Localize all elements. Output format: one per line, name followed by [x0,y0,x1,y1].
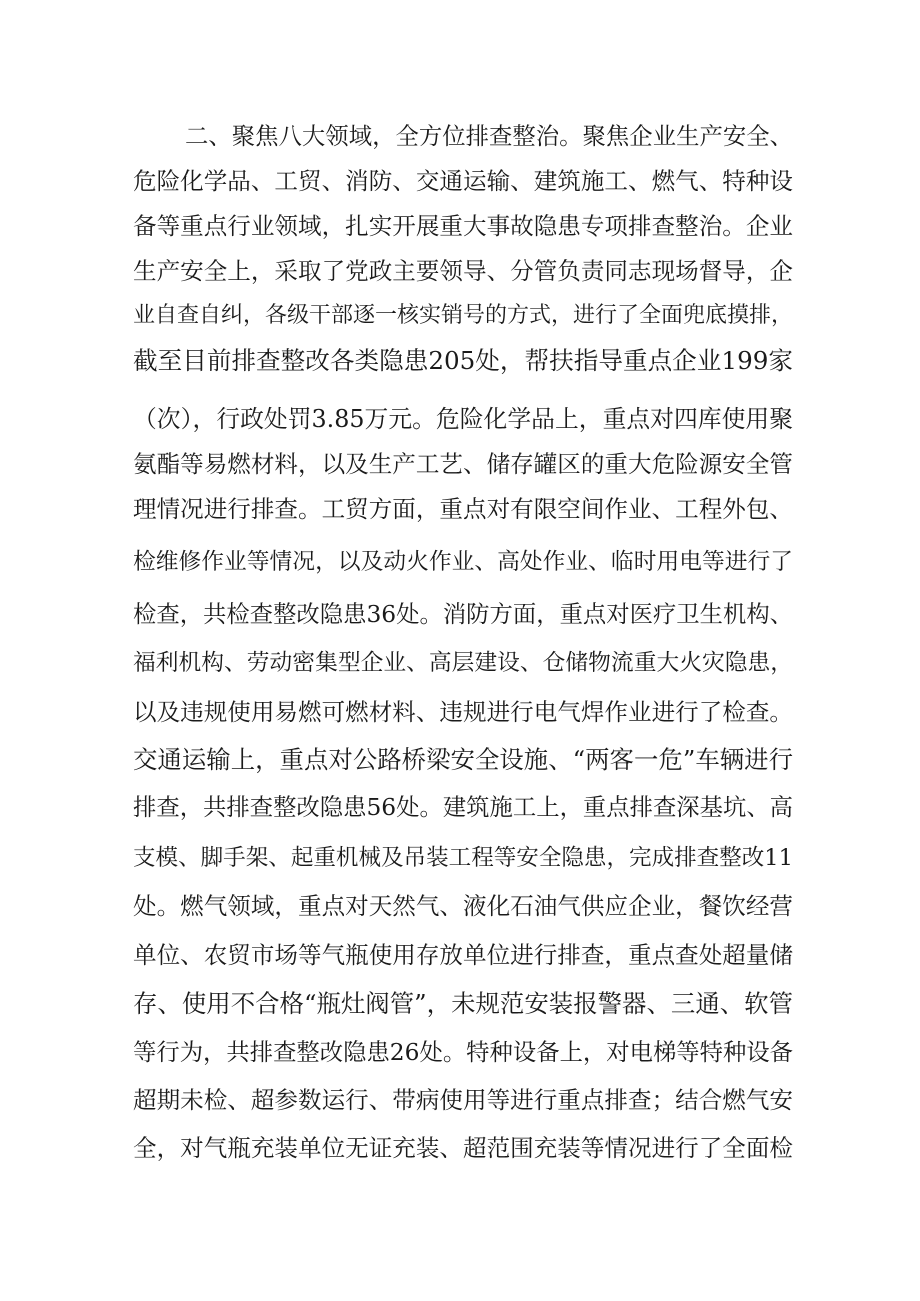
paragraph-line: 处。燃气领域，重点对天然气、液化石油气供应企业，餐饮经营 [133,892,793,920]
paragraph-line: 危险化学品、工贸、消防、交通运输、建筑施工、燃气、特种设 [133,167,793,195]
paragraph-line: 检维修作业等情况，以及动火作业、高处作业、临时用电等进行了 [133,549,793,575]
paragraph-line: 交通运输上，重点对公路桥梁安全设施、“两客一危”车辆进行 [133,745,793,774]
paragraph-line: 备等重点行业领域，扎实开展重大事故隐患专项排查整治。企业 [133,212,793,240]
paragraph-line: 单位、农贸市场等气瓶使用存放单位进行排查，重点查处超量储 [133,941,793,969]
paragraph-line: 检查，共检查整改隐患36处。消防方面，重点对医疗卫生机构、 [133,600,793,628]
paragraph-line: （次），行政处罚3.85万元。危险化学品上，重点对四库使用聚 [133,405,793,433]
paragraph-line: 福利机构、劳动密集型企业、高层建设、仓储物流重大火灾隐患， [133,650,793,676]
paragraph-line: 业自查自纠，各级干部逐一核实销号的方式，进行了全面兜底摸排， [133,303,794,328]
paragraph-line: 存、使用不合格“瓶灶阀管”，未规范安装报警器、三通、软管 [133,989,793,1018]
paragraph-line: 排查，共排查整改隐患56处。建筑施工上，重点排查深基坑、高 [133,793,793,821]
paragraph-line: 以及违规使用易燃可燃材料、违规进行电气焊作业进行了检查。 [133,698,793,726]
paragraph-line: 理情况进行排查。工贸方面，重点对有限空间作业、工程外包、 [133,495,793,523]
paragraph-line: 全，对气瓶充装单位无证充装、超范围充装等情况进行了全面检 [133,1134,793,1162]
paragraph-line: 截至目前排查整改各类隐患205处，帮扶指导重点企业199家 [133,346,793,375]
paragraph-line: 支模、脚手架、起重机械及吊装工程等安全隐患，完成排查整改11 [133,845,793,871]
paragraph-line: 等行为，共排查整改隐患26处。特种设备上，对电梯等特种设备 [133,1038,793,1066]
paragraph-line: 超期未检、超参数运行、带病使用等进行重点排查；结合燃气安 [133,1086,793,1114]
paragraph-line: 氨酯等易燃材料，以及生产工艺、储存罐区的重大危险源安全管 [133,450,793,478]
paragraph-line: 生产安全上，采取了党政主要领导、分管负责同志现场督导，企 [133,257,793,285]
paragraph-line: 二、聚焦八大领域，全方位排查整治。聚焦企业生产安全、 [185,122,793,150]
